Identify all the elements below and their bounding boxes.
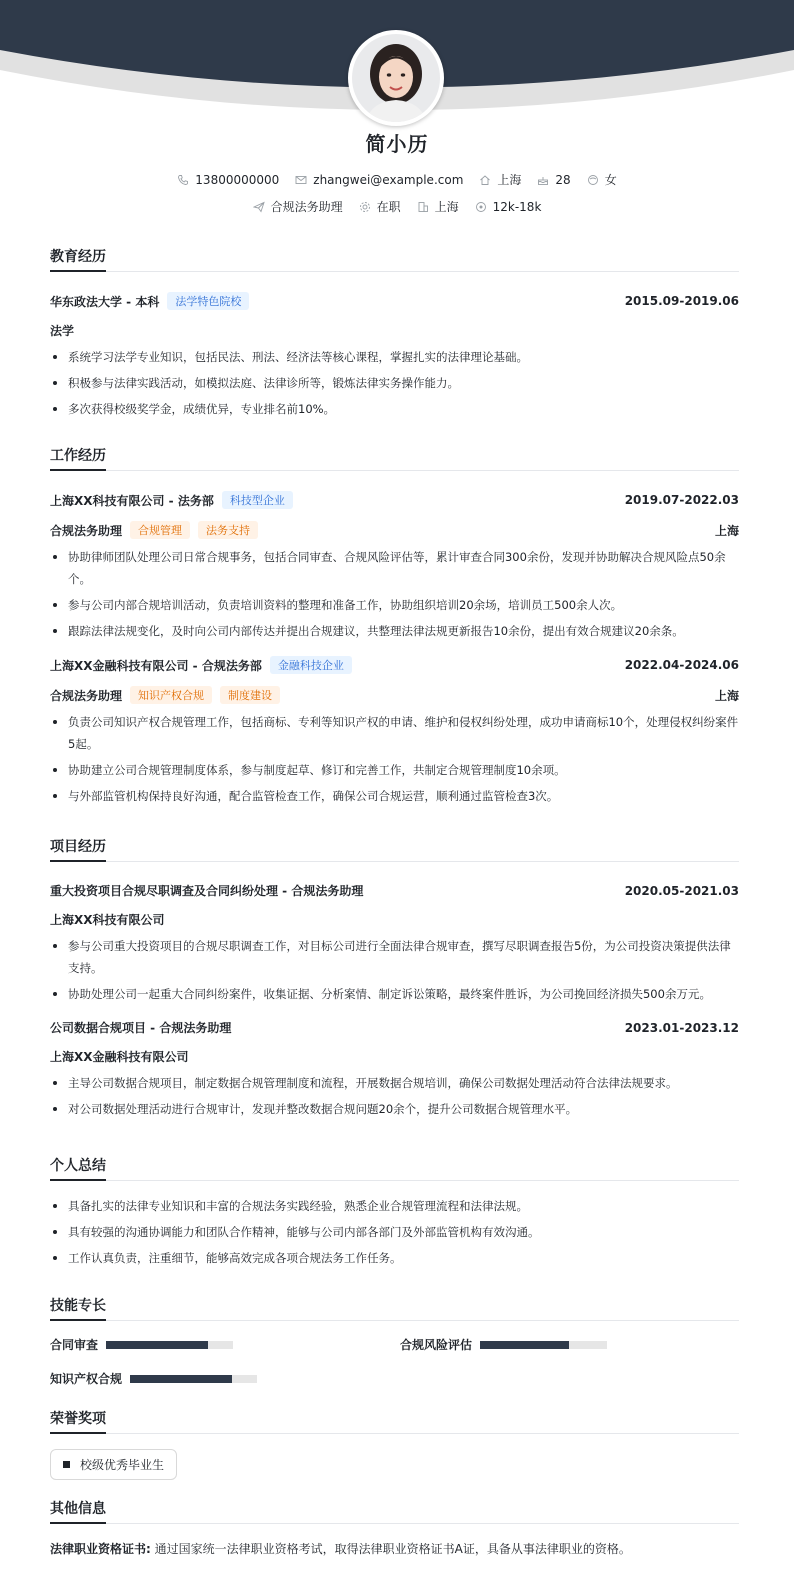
work-section <box>50 445 739 807</box>
list-item: 负责公司知识产权合规管理工作，包括商标、专利等知识产权的申请、维护和侵权纠纷处理，成功申请商标10个，处理侵权纠纷案件5起。 <box>50 711 739 755</box>
age-text: 28 <box>555 172 571 187</box>
skill-bar <box>106 1341 233 1349</box>
phone-text: 13800000000 <box>195 172 280 187</box>
skill-tag: 知识产权合规 <box>130 686 212 704</box>
section-title: 项目经历 <box>50 836 739 862</box>
other-info <box>50 1540 739 1557</box>
contact-row <box>0 171 794 188</box>
user-icon <box>587 174 599 186</box>
status-text: 在职 <box>376 200 401 214</box>
award-name: 校级优秀毕业生 <box>80 1458 165 1472</box>
avatar <box>348 30 444 126</box>
skill-bar-fill <box>480 1341 569 1349</box>
position: 合规法务助理 <box>50 523 123 538</box>
section-title: 个人总结 <box>50 1155 739 1181</box>
education-bullets <box>50 346 739 420</box>
phone <box>177 173 279 187</box>
company-name: 上海XX科技有限公司 - 法务部 <box>50 493 214 508</box>
cake-icon <box>537 174 549 186</box>
honors-section <box>50 1408 739 1488</box>
project-entry <box>50 882 739 1005</box>
skill-name: 合规风险评估 <box>400 1338 473 1352</box>
skill-name: 知识产权合规 <box>50 1372 123 1386</box>
target-job <box>253 198 343 215</box>
phone-icon <box>177 174 189 186</box>
other-text: 通过国家统一法律职业资格考试，取得法律职业资格证书A证，具备从事法律职业的资格。 <box>154 1542 631 1556</box>
list-item: 参与公司内部合规培训活动，负责培训资料的整理和准备工作，协助组织培训20余场，培训员工500余人次。 <box>50 594 739 616</box>
summary-section <box>50 1155 739 1269</box>
city <box>479 171 521 188</box>
email <box>295 173 463 187</box>
skill-bar <box>130 1375 257 1383</box>
work-location: 上海 <box>714 688 739 703</box>
other-section <box>50 1498 739 1557</box>
status <box>359 198 401 215</box>
target-city-text: 上海 <box>434 200 459 214</box>
building-icon <box>417 201 429 213</box>
work-date: 2022.04-2024.06 <box>624 658 739 672</box>
section-title: 技能专长 <box>50 1295 739 1321</box>
list-item: 具备扎实的法律专业知识和丰富的合规法务实践经验，熟悉企业合规管理流程和法律法规。 <box>50 1195 739 1217</box>
list-item: 跟踪法律法规变化，及时向公司内部传达并提出合规建议，共整理法律法规更新报告10余份，提出有效合规建议20余条。 <box>50 620 739 642</box>
skill-bar-fill <box>106 1341 208 1349</box>
skill-name: 合同审查 <box>50 1338 99 1352</box>
work-entry <box>50 656 739 807</box>
skill-bar <box>480 1341 607 1349</box>
project-company: 上海XX金融科技有限公司 <box>50 1050 189 1064</box>
list-item: 协助律师团队处理公司日常合规事务，包括合同审查、合规风险评估等，累计审查合同300余份，发现并协助解决合规风险点50余个。 <box>50 546 739 590</box>
list-item: 工作认真负责，注重细节，能够高效完成各项合规法务工作任务。 <box>50 1247 739 1269</box>
award-badge <box>50 1449 177 1480</box>
project-entry <box>50 1019 739 1120</box>
work-date: 2019.07-2022.03 <box>624 493 739 507</box>
section-title: 其他信息 <box>50 1498 739 1524</box>
section-title: 教育经历 <box>50 246 739 272</box>
list-item: 与外部监管机构保持良好沟通，配合监管检查工作，确保公司合规运营，顺利通过监管检查3次。 <box>50 785 739 807</box>
send-icon <box>253 201 265 213</box>
skill-bar-fill <box>130 1375 232 1383</box>
gender-text: 女 <box>604 173 617 187</box>
section-title: 荣誉奖项 <box>50 1408 739 1434</box>
city-text: 上海 <box>497 173 522 187</box>
education-section <box>50 246 739 420</box>
target-city <box>417 198 459 215</box>
list-item: 具有较强的沟通协调能力和团队合作精神，能够与公司内部各部门及外部监管机构有效沟通。 <box>50 1221 739 1243</box>
section-title: 工作经历 <box>50 445 739 471</box>
education-date: 2015.09-2019.06 <box>624 294 739 308</box>
skill-tag: 制度建设 <box>220 686 280 704</box>
list-item: 对公司数据处理活动进行合规审计，发现并整改数据合规问题20余个，提升公司数据合规管理水平。 <box>50 1098 739 1120</box>
position: 合规法务助理 <box>50 688 123 703</box>
project-name: 公司数据合规项目 - 合规法务助理 <box>50 1021 232 1035</box>
company-tag: 科技型企业 <box>222 491 293 509</box>
skill-tag: 法务支持 <box>198 521 258 539</box>
gear-icon <box>359 201 371 213</box>
list-item: 积极参与法律实践活动，如模拟法庭、法律诊所等，锻炼法律实务操作能力。 <box>50 372 739 394</box>
list-item: 主导公司数据合规项目，制定数据合规管理制度和流程，开展数据合规培训，确保公司数据处理活动符合法律法规要求。 <box>50 1072 739 1094</box>
job-intent-row <box>0 198 794 215</box>
salary <box>475 200 542 214</box>
project-date: 2023.01-2023.12 <box>624 1020 739 1035</box>
company-tag: 金融科技企业 <box>270 656 352 674</box>
list-item: 系统学习法学专业知识，包括民法、刑法、经济法等核心课程，掌握扎实的法律理论基础。 <box>50 346 739 368</box>
coin-icon <box>475 201 487 213</box>
skill-tag: 合规管理 <box>130 521 190 539</box>
age <box>537 173 570 187</box>
gender <box>587 171 617 188</box>
school-tag: 法学特色院校 <box>167 292 249 310</box>
skill-item <box>50 1370 257 1387</box>
school-name: 华东政法大学 - 本科 <box>50 294 160 309</box>
other-label: 法律职业资格证书: <box>50 1542 151 1556</box>
salary-text: 12k-18k <box>492 199 542 214</box>
skill-item <box>50 1336 233 1353</box>
list-item: 参与公司重大投资项目的合规尽职调查工作，对目标公司进行全面法律合规审查，撰写尽职调查报告5份，为公司投资决策提供法律支持。 <box>50 935 739 979</box>
projects-section <box>50 836 739 1120</box>
company-name: 上海XX金融科技有限公司 - 合规法务部 <box>50 658 262 673</box>
list-item: 协助建立公司合规管理制度体系，参与制度起草、修订和完善工作，共制定合规管理制度10余项。 <box>50 759 739 781</box>
project-company: 上海XX科技有限公司 <box>50 913 165 927</box>
work-location: 上海 <box>714 523 739 538</box>
project-name: 重大投资项目合规尽职调查及合同纠纷处理 - 合规法务助理 <box>50 884 364 898</box>
list-item: 多次获得校级奖学金，成绩优异，专业排名前10%。 <box>50 398 739 420</box>
project-date: 2020.05-2021.03 <box>624 883 739 898</box>
mail-icon <box>295 174 307 186</box>
work-entry <box>50 491 739 642</box>
major: 法学 <box>50 324 75 338</box>
home-icon <box>479 174 491 186</box>
target-job-text: 合规法务助理 <box>270 200 343 214</box>
skills-section <box>50 1295 739 1395</box>
email-text: zhangwei@example.com <box>313 172 464 187</box>
skill-item <box>400 1336 607 1353</box>
profile-name: 简小历 <box>365 132 429 156</box>
list-item: 协助处理公司一起重大合同纠纷案件，收集证据、分析案情、制定诉讼策略，最终案件胜诉，为公司挽回经济损失500余万元。 <box>50 983 739 1005</box>
square-bullet-icon <box>63 1461 70 1468</box>
